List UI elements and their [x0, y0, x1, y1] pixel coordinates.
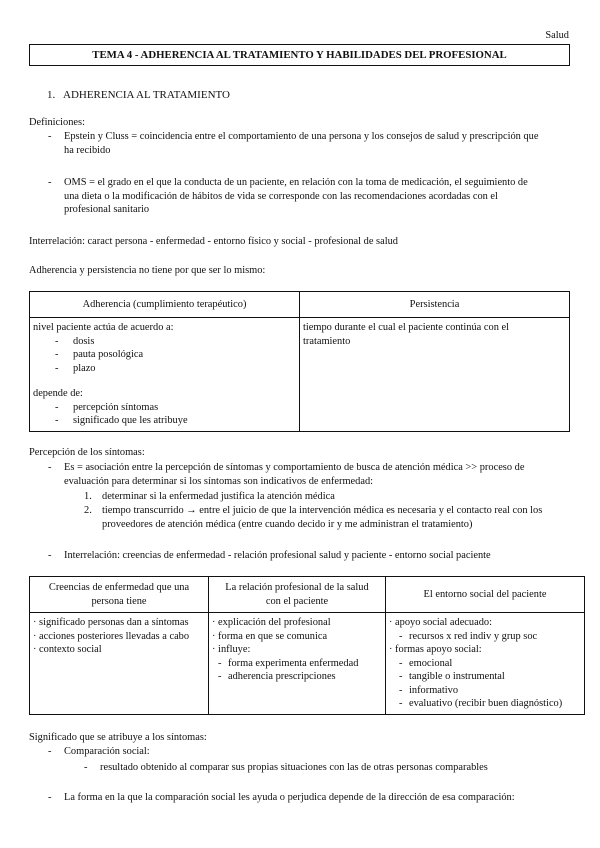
list-item — [55, 401, 296, 415]
list-item — [55, 414, 296, 428]
text-line: una dieta o la modificación de hábitos de vida se corresponde con las recomendaciones acordadas con el — [64, 190, 498, 202]
bullet-dash: - — [399, 657, 403, 669]
meaning-label: Significado que se atribuye a los síntomas: — [29, 732, 207, 743]
bullet-dash: - — [55, 349, 59, 361]
text-line: ha recibido — [64, 144, 111, 156]
adherence-intro: nivel paciente actúa de acuerdo a: — [33, 322, 174, 333]
list-item — [399, 697, 581, 711]
beliefs-cell — [30, 613, 209, 715]
list-item: · acciones posteriores llevadas a cabo — [33, 630, 190, 642]
definition-oms — [64, 176, 574, 217]
list-item — [399, 657, 581, 671]
bullet-dash: - — [55, 362, 59, 374]
list-item — [399, 630, 581, 644]
sub-list — [389, 657, 581, 711]
list-item-text: percepción síntomas — [73, 401, 159, 413]
perception-definition — [64, 461, 574, 488]
definitions-label: Definiciones: — [29, 117, 85, 128]
list-item-text: plazo — [73, 362, 96, 374]
bullet-dash: - — [48, 550, 52, 561]
list-item-text: emocional — [409, 657, 453, 669]
list-item — [399, 684, 581, 698]
relationship-cell — [209, 613, 386, 715]
bullet-dash: - — [48, 792, 52, 803]
text-line: evaluación para determinar si los síntomas son indicativos de enfermedad: — [64, 475, 374, 487]
sub-list — [389, 630, 581, 644]
comparison-label: Comparación social: — [64, 746, 150, 757]
text-line: Epstein y Cluss = coincidencia entre el comportamiento de una persona y los consejos de salud y prescripción que — [64, 131, 539, 142]
factors-table — [29, 576, 585, 715]
text-line: La relación profesional de la salud — [225, 581, 369, 593]
list-item: · contexto social — [33, 644, 102, 656]
list-item — [55, 362, 296, 376]
bullet-dash: - — [218, 657, 222, 669]
bullet-dash: - — [48, 462, 52, 473]
interrelation-text: Interrelación: caract persona - enfermedad - entorno físico y social - profesional de salud — [29, 236, 398, 247]
bullet-dash: - — [48, 177, 52, 188]
text-line: OMS = el grado en el que la conducta de un paciente, en relación con la toma de medicación, el seguimiento de — [64, 177, 528, 188]
section-heading — [47, 88, 230, 102]
table-header-persistence: Persistencia — [300, 292, 570, 318]
depends-list — [33, 401, 296, 428]
bullet-dash: - — [218, 671, 222, 683]
list-item-text: significado que les atribuye — [73, 415, 188, 427]
bullet-dash: - — [399, 630, 403, 642]
text-line: con el paciente — [265, 595, 329, 607]
text-line: El entorno social del paciente — [423, 588, 547, 600]
bullet-dash: - — [55, 335, 59, 347]
bullet-dash: - — [399, 684, 403, 696]
adherence-cell — [30, 318, 300, 432]
list-item: · explicación del profesional — [212, 617, 331, 628]
bullet-dash: - — [55, 415, 59, 427]
numbered-marker: 1. — [84, 491, 92, 502]
list-item-text: forma experimenta enfermedad — [228, 657, 359, 669]
list-item — [55, 348, 296, 362]
list-item-text: adherencia prescripciones — [228, 671, 336, 683]
definition-epstein — [64, 130, 574, 157]
depends-label: depende de: — [33, 388, 83, 400]
list-item-text: tangible o instrumental — [409, 671, 505, 683]
list-item: · apoyo social adecuado: — [389, 617, 492, 628]
text-line: tiempo transcurrido → entre el juicio de que la intervención médica es necesaria y el contacto real con los — [102, 505, 543, 516]
header-subject: Salud — [545, 30, 569, 41]
numbered-marker: 2. — [84, 505, 92, 516]
text-line: proveedores de atención médica (entre cuando decido ir y me administran el tratamiento) — [102, 518, 473, 530]
section-number: 1. — [47, 89, 56, 101]
section-title: ADHERENCIA AL TRATAMIENTO — [63, 89, 230, 101]
table-header-beliefs — [30, 577, 209, 613]
table-header-social — [386, 577, 585, 613]
list-item-text: informativo — [409, 684, 459, 696]
table-header-relationship — [209, 577, 386, 613]
text-line: Creencias de enfermedad que una — [48, 581, 190, 593]
list-item: · significado personas dan a síntomas — [33, 617, 189, 628]
list-item-text: dosis — [73, 335, 95, 347]
persistence-cell — [300, 318, 570, 432]
interrelation-2-text: Interrelación: creencias de enfermedad - relación profesional salud y paciente - entorno social paciente — [64, 550, 491, 561]
list-item — [399, 670, 581, 684]
text-line: profesional sanitario — [64, 204, 150, 216]
list-item — [55, 335, 296, 349]
numbered-item-2 — [102, 504, 572, 531]
bullet-dash: - — [48, 131, 52, 142]
text-line: Es = asociación entre la percepción de síntomas y comportamiento de busca de atención médica >> proceso de — [64, 462, 525, 473]
social-cell — [386, 613, 585, 715]
list-item — [218, 670, 382, 684]
list-item: · formas apoyo social: — [389, 644, 482, 656]
numbered-item-1: determinar si la enfermedad justifica la atención médica — [102, 491, 335, 502]
list-item — [218, 657, 382, 671]
perception-label: Percepción de los síntomas: — [29, 447, 145, 458]
bullet-dash: - — [399, 698, 403, 710]
adherence-persistence-table — [29, 291, 570, 432]
list-item-text: recursos x red indiv y grup soc — [409, 630, 538, 642]
sub-list — [212, 657, 382, 684]
bullet-dash: - — [55, 401, 59, 413]
comparison-result: resultado obtenido al comparar sus propias situaciones con las de otras personas comparables — [100, 762, 488, 773]
table-header-adherence: Adherencia (cumplimiento terapéutico) — [30, 292, 300, 318]
comparison-direction: La forma en la que la comparación social les ayuda o perjudica depende de la dirección de esa comparación: — [64, 792, 515, 803]
adherence-persistence-text: Adherencia y persistencia no tiene por que ser lo mismo: — [29, 265, 266, 276]
page-title: TEMA 4 - ADHERENCIA AL TRATAMIENTO Y HABILIDADES DEL PROFESIONAL — [29, 44, 570, 66]
list-item: · influye: — [212, 644, 251, 656]
bullet-dash: - — [84, 762, 88, 773]
adherence-list — [33, 335, 296, 376]
text-line: persona tiene — [91, 595, 147, 607]
text-line: tiempo durante el cual el paciente continúa con el — [303, 322, 509, 333]
list-item: · forma en que se comunica — [212, 630, 328, 642]
list-item-text: pauta posológica — [73, 349, 144, 361]
bullet-dash: - — [399, 671, 403, 683]
bullet-dash: - — [48, 746, 52, 757]
text-line: tratamiento — [303, 335, 351, 347]
list-item-text: evaluativo (recibir buen diagnóstico) — [409, 698, 563, 710]
